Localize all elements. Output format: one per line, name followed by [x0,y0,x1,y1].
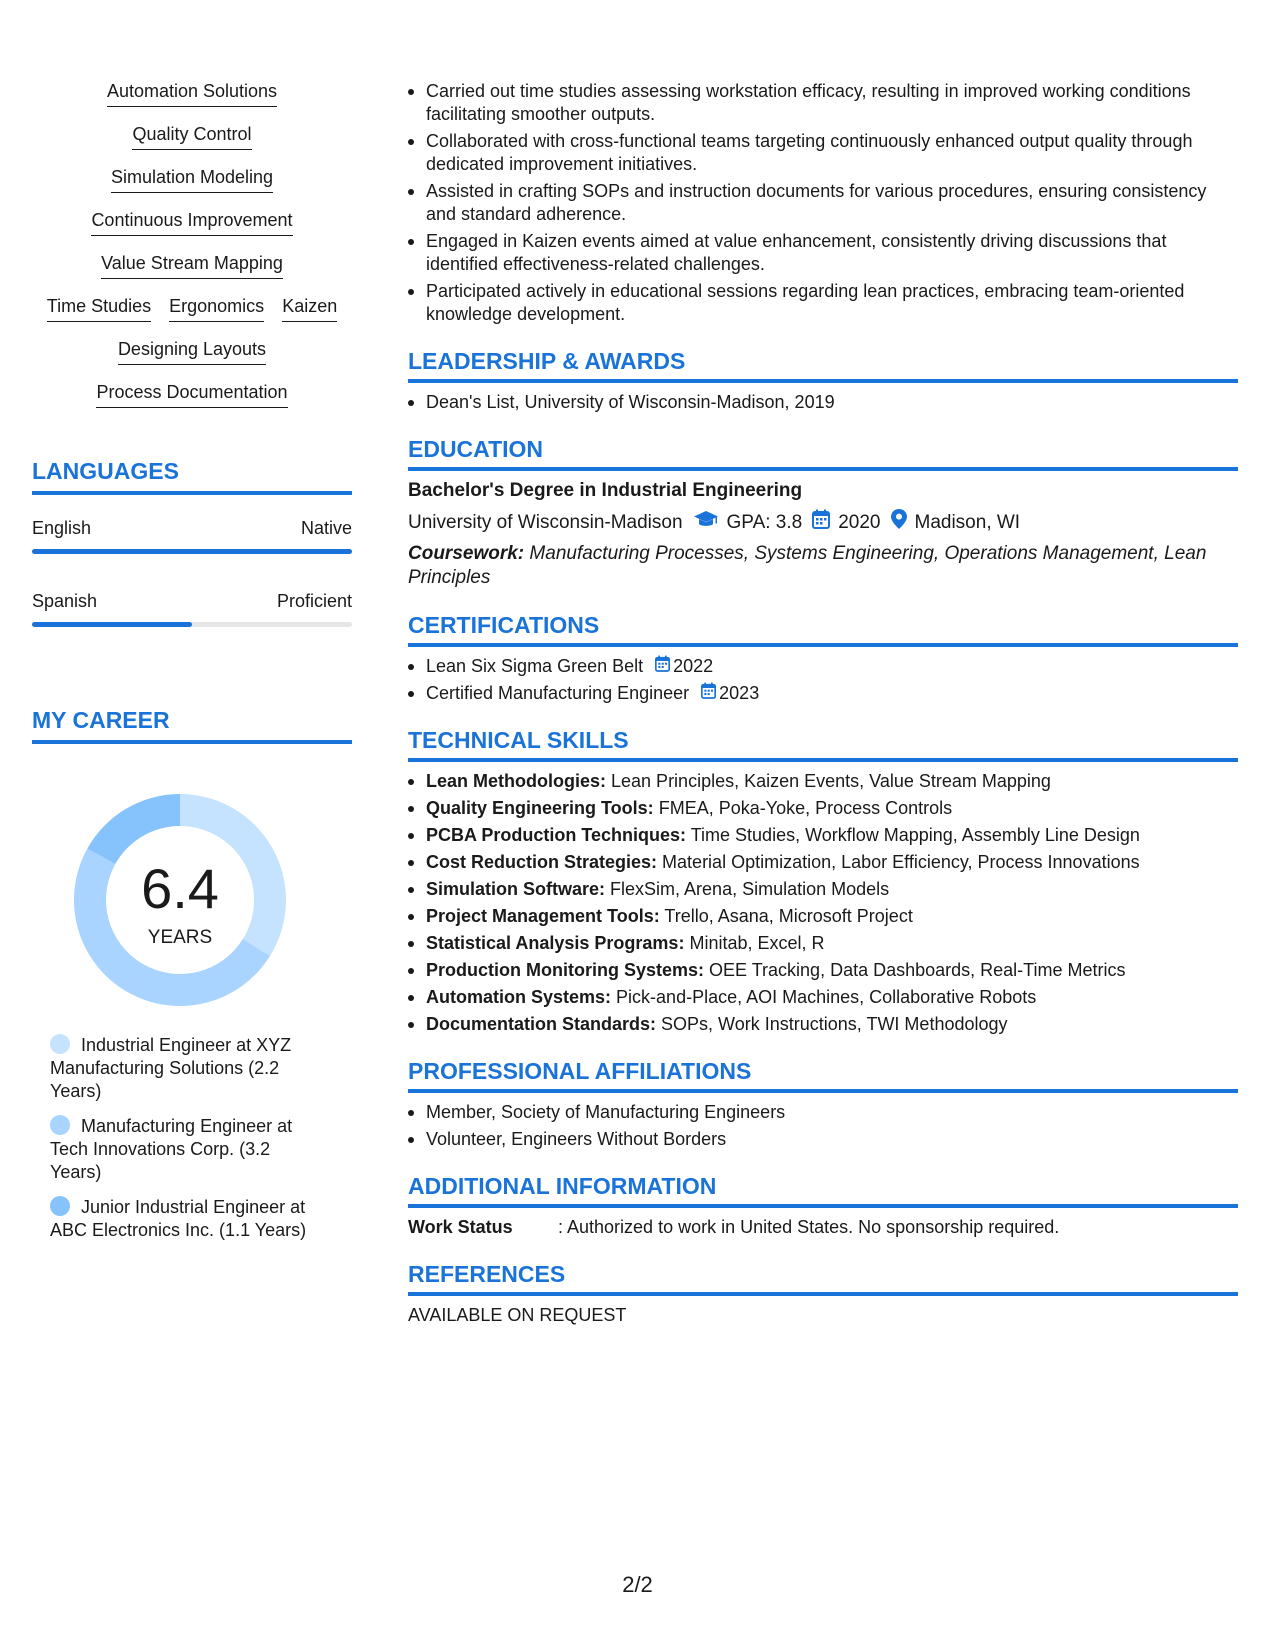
skills-list [32,80,352,424]
skill-row [118,338,266,365]
school-location: Madison, WI [914,511,1021,533]
technical-skill-values: OEE Tracking, Data Dashboards, Real-Time Metrics [709,960,1126,980]
technical-skill-values: Trello, Asana, Microsoft Project [664,906,913,926]
language-row [32,517,352,539]
list-item: Member, Society of Manufacturing Engineers [408,1101,1238,1124]
technical-skill-values: Material Optimization, Labor Efficiency, Process Innovations [662,852,1140,872]
skill-tag: Kaizen [282,295,337,322]
skill-tag: Ergonomics [169,295,264,322]
language-level: Proficient [276,591,352,611]
career-unit: YEARS [147,927,213,948]
language-bar-fill [32,549,352,554]
leadership-list [408,391,1238,414]
language-name: Spanish [32,591,98,611]
technical-skills-list [408,770,1238,1036]
certification-item [408,682,1238,705]
technical-skill-category: Documentation Standards: [426,1014,657,1034]
technical-skill-category: PCBA Production Techniques: [426,825,687,845]
graduation-year: 2020 [838,511,881,533]
certification-name: Certified Manufacturing Engineer [426,683,690,703]
skill-tag: Continuous Improvement [91,209,292,236]
skill-tag: Automation Solutions [107,80,277,107]
legend-label: Manufacturing Engineer at Tech Innovations Corp. (3.2 Years) [50,1116,293,1182]
career-legend [32,1034,312,1242]
list-item: Carried out time studies assessing workstation efficacy, resulting in improved working conditions facilitating smoother outputs. [408,80,1238,126]
page-number: 2/2 [622,1572,653,1597]
skill-row [101,252,283,279]
calendar-icon [812,509,830,536]
technical-skill-category: Simulation Software: [426,879,606,899]
coursework-list: Manufacturing Processes, Systems Engineering, Operations Management, Lean Principles [408,543,1207,588]
skill-row [96,381,287,408]
skill-tag: Value Stream Mapping [101,252,283,279]
technical-skill-item [408,878,1238,901]
languages-heading: LANGUAGES [32,458,352,495]
language-level: Native [300,518,352,538]
list-item: Assisted in crafting SOPs and instruction documents for various procedures, ensuring consistency and standard adherence. [408,180,1238,226]
language-bar [32,549,352,554]
technical-skill-item [408,851,1238,874]
certification-year: 2023 [719,683,760,703]
language-bar [32,622,352,627]
languages-section [32,458,352,627]
work-status-label: Work Status [408,1217,513,1237]
technical-skill-values: Time Studies, Workflow Mapping, Assembly Line Design [690,825,1140,845]
technical-skill-values: Pick-and-Place, AOI Machines, Collaborative Robots [616,987,1037,1007]
technical-skill-item [408,824,1238,847]
work-status-value: : Authorized to work in United States. No sponsorship required. [558,1217,1060,1237]
additional-info-heading: ADDITIONAL INFORMATION [408,1173,1238,1208]
career-donut-chart [32,744,352,1004]
skill-tag: Process Documentation [96,381,287,408]
references-heading: REFERENCES [408,1261,1238,1296]
education-heading: EDUCATION [408,436,1238,471]
career-total: 6.4 [141,857,219,920]
legend-item [50,1034,312,1103]
technical-skill-item [408,797,1238,820]
list-item: Dean's List, University of Wisconsin-Madison, 2019 [408,391,1238,414]
skill-row [91,209,292,236]
skill-row [107,80,277,107]
calendar-icon [689,682,719,705]
technical-skill-values: FlexSim, Arena, Simulation Models [610,879,890,899]
donut-slice [87,794,180,864]
certifications-list [408,655,1238,705]
technical-skill-category: Production Monitoring Systems: [426,960,705,980]
skill-tag: Time Studies [47,295,151,322]
technical-skill-values: Lean Principles, Kaizen Events, Value Stream Mapping [611,771,1051,791]
location-pin-icon [891,509,907,536]
technical-skill-item [408,770,1238,793]
certification-year: 2022 [673,656,714,676]
technical-skill-category: Quality Engineering Tools: [426,798,654,818]
technical-skill-item [408,905,1238,928]
technical-skill-item [408,1013,1238,1036]
legend-label: Industrial Engineer at XYZ Manufacturing Solutions (2.2 Years) [50,1035,292,1101]
list-item: Collaborated with cross-functional teams targeting continuously enhanced output quality through dedicated improvement initiatives. [408,130,1238,176]
language-bar-fill [32,622,192,627]
affiliations-heading: PROFESSIONAL AFFILIATIONS [408,1058,1238,1093]
language-name: English [32,518,92,538]
list-item: Engaged in Kaizen events aimed at value enhancement, consistently driving discussions that identified effectiveness-related challenges. [408,230,1238,276]
certification-year-wrap [643,655,713,678]
certifications-heading: CERTIFICATIONS [408,612,1238,647]
legend-label: Junior Industrial Engineer at ABC Electronics Inc. (1.1 Years) [50,1197,307,1240]
list-item: Volunteer, Engineers Without Borders [408,1128,1238,1151]
legend-item [50,1196,312,1242]
experience-bullets [408,80,1238,326]
legend-item [50,1115,312,1184]
leadership-heading: LEADERSHIP & AWARDS [408,348,1238,383]
language-item [32,590,352,627]
technical-skill-category: Project Management Tools: [426,906,660,926]
technical-skill-category: Lean Methodologies: [426,771,606,791]
degree-title: Bachelor's Degree in Industrial Engineering [408,480,803,501]
technical-skills-heading: TECHNICAL SKILLS [408,727,1238,762]
legend-dot [50,1115,70,1135]
technical-skill-item [408,932,1238,955]
affiliations-list [408,1101,1238,1151]
language-row [32,590,352,612]
skill-tag: Designing Layouts [118,338,266,365]
language-item [32,517,352,554]
coursework-label: Coursework: [408,543,525,564]
education-details [408,509,1238,536]
gpa: GPA: 3.8 [726,511,803,533]
skill-row [47,295,337,322]
technical-skill-category: Automation Systems: [426,987,612,1007]
legend-dot [50,1196,70,1216]
list-item: Participated actively in educational sessions regarding lean practices, embracing team-oriented knowledge development. [408,280,1238,326]
skill-row [132,123,251,150]
sidebar [32,80,352,1254]
skill-tag: Quality Control [132,123,251,150]
calendar-icon [643,655,673,678]
certification-year-wrap [689,682,759,705]
technical-skill-values: FMEA, Poka-Yoke, Process Controls [658,798,953,818]
technical-skill-category: Cost Reduction Strategies: [426,852,658,872]
legend-dot [50,1034,70,1054]
certification-item [408,655,1238,678]
technical-skill-values: SOPs, Work Instructions, TWI Methodology [661,1014,1008,1034]
school-name: University of Wisconsin-Madison [408,511,683,533]
skill-tag: Simulation Modeling [111,166,273,193]
career-heading: MY CAREER [32,707,352,744]
technical-skill-item [408,959,1238,982]
graduation-cap-icon [693,510,719,535]
technical-skill-values: Minitab, Excel, R [689,933,825,953]
technical-skill-item [408,986,1238,1009]
references-text: AVAILABLE ON REQUEST [408,1305,627,1325]
technical-skill-category: Statistical Analysis Programs: [426,933,685,953]
main-column [408,80,1238,1327]
certification-name: Lean Six Sigma Green Belt [426,656,644,676]
skill-row [111,166,273,193]
work-status-row [408,1216,1238,1239]
career-section [32,707,352,1242]
coursework [408,542,1238,590]
